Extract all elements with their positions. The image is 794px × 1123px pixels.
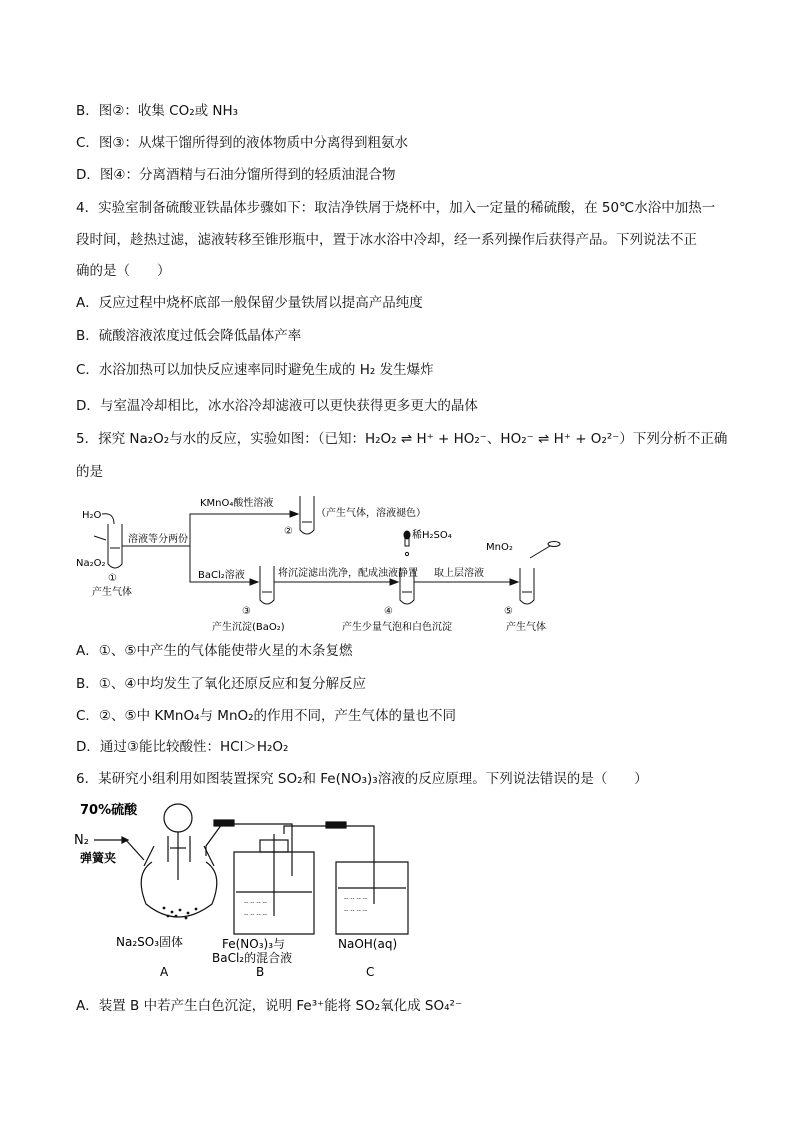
label-b: B bbox=[256, 965, 265, 979]
label-bubble: 产生少量气泡和白色沉淀 bbox=[342, 622, 452, 633]
label-acid: 70%硫酸 bbox=[80, 803, 138, 818]
q4-stem-line2: 段时间，趁热过滤，滤液转移至锥形瓶中，置于冰水浴中冷却，经一系列操作后获得产品。下列说法不正 bbox=[76, 232, 697, 248]
label-n1: ① bbox=[108, 573, 117, 584]
q5-option-d: D．通过③能比较酸性：HCl＞H₂O₂ bbox=[76, 739, 289, 755]
tube-2 bbox=[300, 496, 314, 534]
label-bacl2: BaCl₂溶液 bbox=[198, 570, 245, 581]
q6-option-a: A．装置 B 中若产生白色沉淀，说明 Fe³⁺能将 SO₂氧化成 SO₄²⁻ bbox=[76, 998, 463, 1014]
label-dilute: 稀H₂SO₄ bbox=[412, 530, 452, 541]
label-mix-line2: BaCl₂的混合液 bbox=[212, 951, 293, 965]
q4-stem-line3: 确的是（ ） bbox=[76, 263, 171, 279]
q4-option-a: A．反应过程中烧杯底部一般保留少量铁屑以提高产品纯度 bbox=[76, 295, 423, 311]
q4-option-b: B．硫酸溶液浓度过低会降低晶体产率 bbox=[76, 328, 302, 344]
label-n2: ② bbox=[284, 526, 293, 537]
label-n3: ③ bbox=[242, 606, 251, 617]
q3-option-d: D．图④：分离酒精与石油分馏所得到的轻质油混合物 bbox=[76, 167, 396, 183]
q6-stem: 6．某研究小组利用如图装置探究 SO₂和 Fe(NO₃)₃溶液的反应原理。下列说法错误的是（ ） bbox=[76, 771, 648, 787]
q5-option-b: B．①、④中均发生了氧化还原反应和复分解反应 bbox=[76, 676, 366, 692]
svg-text:-- -- -- --: -- -- -- -- bbox=[344, 895, 368, 902]
svg-text:-- -- -- --: -- -- -- -- bbox=[244, 911, 268, 918]
q4-stem-line1: 4．实验室制备硫酸亚铁晶体步骤如下：取洁净铁屑于烧杯中，加入一定量的稀硫酸，在 50℃水浴中加热一 bbox=[76, 200, 716, 216]
label-naoh: NaOH(aq) bbox=[338, 937, 398, 951]
label-na2o2: Na₂O₂ bbox=[76, 558, 106, 569]
label-precip: 产生沉淀(BaO₂) bbox=[212, 622, 285, 633]
q5-experiment-figure bbox=[72, 488, 562, 636]
svg-text:-- -- -- --: -- -- -- -- bbox=[344, 907, 368, 914]
flask-a bbox=[141, 862, 217, 917]
tube-5 bbox=[520, 568, 534, 604]
label-split: 溶液等分两份 bbox=[128, 534, 188, 545]
q5-stem-line1: 5．探究 Na₂O₂与水的反应，实验如图：（已知：H₂O₂ ⇌ H⁺ + HO₂⁻、HO₂⁻ ⇌ H⁺ + O₂²⁻）下列分析不正确 bbox=[76, 431, 728, 447]
label-n5: ⑤ bbox=[504, 606, 513, 617]
label-t2: （产生气体，溶液褪色） bbox=[316, 508, 426, 519]
label-a: A bbox=[160, 965, 169, 979]
label-kmno4: KMnO₄酸性溶液 bbox=[200, 498, 274, 509]
label-solid: Na₂SO₃固体 bbox=[116, 935, 184, 949]
tube-3 bbox=[260, 566, 274, 604]
q3-option-b: B．图②：收集 CO₂或 NH₃ bbox=[76, 103, 239, 119]
q5-option-a: A．①、⑤中产生的气体能使带火星的木条复燃 bbox=[76, 643, 353, 659]
tube-1 bbox=[108, 524, 122, 568]
label-h2o: H₂O bbox=[82, 510, 102, 521]
q6-apparatus-figure bbox=[74, 796, 434, 982]
label-c: C bbox=[366, 965, 375, 979]
label-mno2: MnO₂ bbox=[486, 542, 513, 553]
svg-text:-- -- -- --: -- -- -- -- bbox=[244, 899, 268, 906]
label-upper: 取上层溶液 bbox=[434, 568, 484, 579]
label-wash: 将沉淀滤出洗净，配成浊液静置 bbox=[278, 568, 418, 579]
q5-stem-line2: 的是 bbox=[76, 464, 103, 480]
label-gas5: 产生气体 bbox=[506, 622, 546, 633]
q4-option-c: C．水浴加热可以加快反应速率同时避免生成的 H₂ 发生爆炸 bbox=[76, 362, 434, 378]
label-n2: N₂ bbox=[74, 833, 89, 848]
label-n4: ④ bbox=[384, 606, 393, 617]
label-gas1: 产生气体 bbox=[92, 587, 132, 598]
label-clamp: 弹簧夹 bbox=[80, 851, 117, 865]
q3-option-c: C．图③：从煤干馏所得到的液体物质中分离得到粗氨水 bbox=[76, 135, 409, 151]
label-mix-line1: Fe(NO₃)₃与 bbox=[222, 937, 286, 951]
q4-option-d: D．与室温冷却相比，冰水浴冷却滤液可以更快获得更多更大的晶体 bbox=[76, 398, 478, 414]
q5-option-c: C．②、⑤中 KMnO₄与 MnO₂的作用不同，产生气体的量也不同 bbox=[76, 708, 457, 724]
